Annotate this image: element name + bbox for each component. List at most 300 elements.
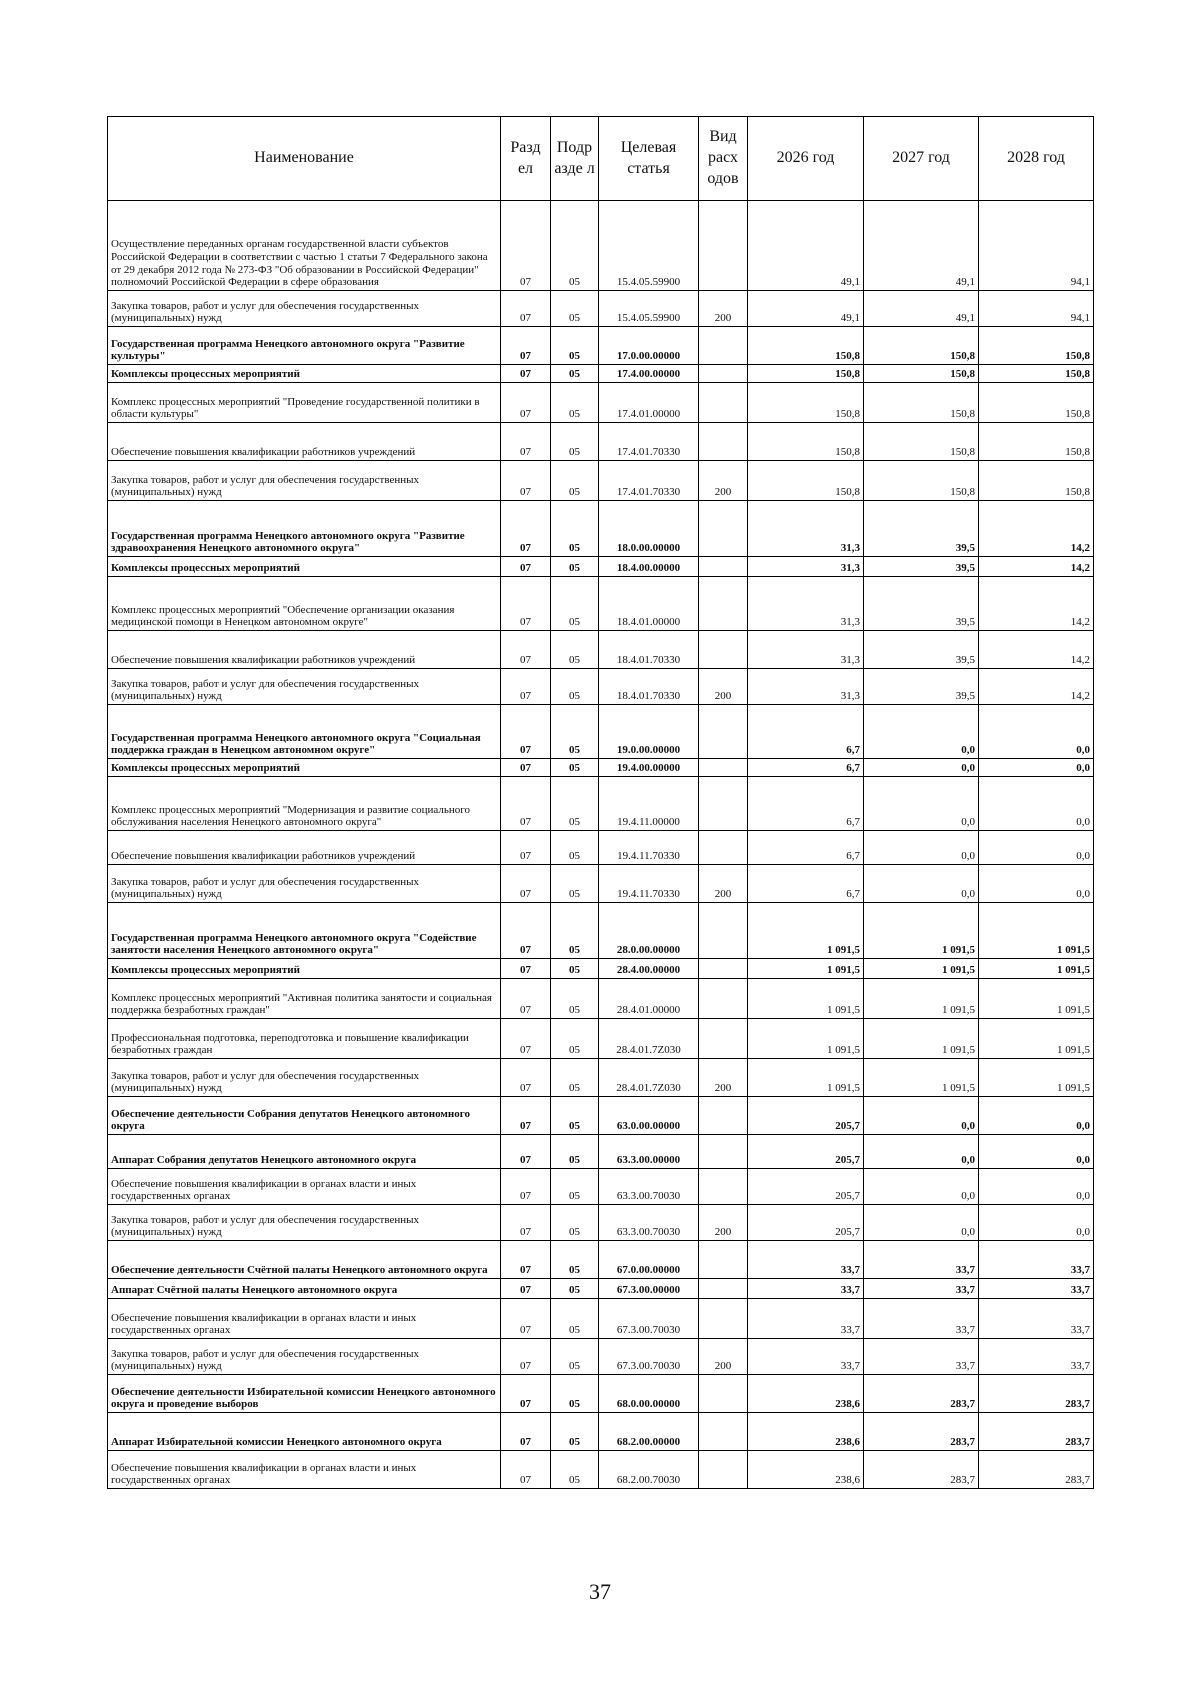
cell-razdel: 07 [501, 777, 551, 831]
cell-2028: 1 091,5 [979, 1019, 1094, 1059]
cell-2027: 39,5 [864, 557, 979, 577]
cell-2028: 1 091,5 [979, 979, 1094, 1019]
cell-2027: 283,7 [864, 1375, 979, 1413]
cell-razdel: 07 [501, 831, 551, 865]
cell-2026: 33,7 [748, 1299, 864, 1339]
table-row [108, 759, 1094, 777]
cell-celevaya-statya: 19.0.00.00000 [599, 705, 699, 759]
cell-vid-rashodov [699, 1097, 748, 1135]
table-row [108, 1097, 1094, 1135]
cell-vid-rashodov: 200 [699, 669, 748, 705]
cell-2027: 39,5 [864, 669, 979, 705]
cell-2026: 205,7 [748, 1205, 864, 1241]
cell-2026: 31,3 [748, 669, 864, 705]
cell-podrazdel: 05 [551, 1019, 599, 1059]
cell-vid-rashodov [699, 1241, 748, 1279]
cell-2026: 33,7 [748, 1339, 864, 1375]
cell-2027: 33,7 [864, 1279, 979, 1299]
cell-name: Государственная программа Ненецкого автономного округа "Социальная поддержка граждан в Ненецком автономном округе" [108, 705, 501, 759]
header-podrazdel: Подр азде л [551, 117, 599, 201]
cell-podrazdel: 05 [551, 1451, 599, 1489]
cell-2027: 1 091,5 [864, 979, 979, 1019]
table-row [108, 979, 1094, 1019]
table-row [108, 1169, 1094, 1205]
cell-2028: 94,1 [979, 291, 1094, 327]
cell-2026: 31,3 [748, 577, 864, 631]
table-row [108, 1059, 1094, 1097]
cell-podrazdel: 05 [551, 201, 599, 291]
cell-name: Закупка товаров, работ и услуг для обеспечения государственных (муниципальных) нужд [108, 1339, 501, 1375]
cell-celevaya-statya: 63.0.00.00000 [599, 1097, 699, 1135]
cell-2027: 1 091,5 [864, 959, 979, 979]
cell-name: Государственная программа Ненецкого автономного округа "Развитие здравоохранения Ненецкого автономного округа" [108, 501, 501, 557]
cell-podrazdel: 05 [551, 1375, 599, 1413]
cell-vid-rashodov [699, 423, 748, 461]
cell-2026: 238,6 [748, 1375, 864, 1413]
cell-name: Комплексы процессных мероприятий [108, 759, 501, 777]
cell-celevaya-statya: 63.3.00.70030 [599, 1169, 699, 1205]
header-2027: 2027 год [864, 117, 979, 201]
table-body [108, 201, 1094, 1489]
cell-celevaya-statya: 19.4.11.00000 [599, 777, 699, 831]
cell-celevaya-statya: 67.3.00.70030 [599, 1299, 699, 1339]
cell-2028: 94,1 [979, 201, 1094, 291]
table-header-row [108, 117, 1094, 201]
cell-2026: 1 091,5 [748, 959, 864, 979]
cell-name: Комплекс процессных мероприятий "Обеспечение организации оказания медицинской помощи в Ненецком автономном округе" [108, 577, 501, 631]
cell-razdel: 07 [501, 1059, 551, 1097]
cell-2026: 238,6 [748, 1451, 864, 1489]
page-number: 37 [589, 1579, 611, 1604]
cell-2027: 1 091,5 [864, 1019, 979, 1059]
table-row [108, 1339, 1094, 1375]
cell-celevaya-statya: 28.0.00.00000 [599, 903, 699, 959]
cell-2027: 1 091,5 [864, 903, 979, 959]
cell-podrazdel: 05 [551, 759, 599, 777]
table-row [108, 1205, 1094, 1241]
cell-2026: 205,7 [748, 1135, 864, 1169]
cell-razdel: 07 [501, 1169, 551, 1205]
cell-2026: 31,3 [748, 631, 864, 669]
cell-name: Аппарат Избирательной комиссии Ненецкого автономного округа [108, 1413, 501, 1451]
cell-2028: 0,0 [979, 865, 1094, 903]
cell-vid-rashodov [699, 831, 748, 865]
cell-2028: 150,8 [979, 423, 1094, 461]
header-2026: 2026 год [748, 117, 864, 201]
cell-podrazdel: 05 [551, 777, 599, 831]
cell-vid-rashodov [699, 1375, 748, 1413]
cell-razdel: 07 [501, 1339, 551, 1375]
cell-2026: 31,3 [748, 557, 864, 577]
table-row [108, 291, 1094, 327]
header-celevaya-statya: Целевая статья [599, 117, 699, 201]
cell-vid-rashodov [699, 557, 748, 577]
cell-razdel: 07 [501, 1135, 551, 1169]
cell-celevaya-statya: 18.4.01.70330 [599, 669, 699, 705]
cell-2027: 150,8 [864, 383, 979, 423]
cell-celevaya-statya: 17.4.01.70330 [599, 461, 699, 501]
table-row [108, 327, 1094, 365]
cell-razdel: 07 [501, 1299, 551, 1339]
cell-name: Аппарат Собрания депутатов Ненецкого автономного округа [108, 1135, 501, 1169]
cell-podrazdel: 05 [551, 327, 599, 365]
cell-vid-rashodov [699, 979, 748, 1019]
cell-celevaya-statya: 17.0.00.00000 [599, 327, 699, 365]
cell-celevaya-statya: 19.4.11.70330 [599, 865, 699, 903]
cell-name: Обеспечение повышения квалификации работников учреждений [108, 831, 501, 865]
cell-2026: 6,7 [748, 705, 864, 759]
cell-2027: 39,5 [864, 631, 979, 669]
cell-celevaya-statya: 63.3.00.70030 [599, 1205, 699, 1241]
cell-vid-rashodov: 200 [699, 1205, 748, 1241]
cell-2026: 150,8 [748, 365, 864, 383]
cell-vid-rashodov [699, 903, 748, 959]
cell-2026: 150,8 [748, 423, 864, 461]
cell-name: Комплекс процессных мероприятий "Модернизация и развитие социального обслуживания населения Ненецкого автономного округа" [108, 777, 501, 831]
cell-podrazdel: 05 [551, 557, 599, 577]
cell-name: Обеспечение деятельности Избирательной комиссии Ненецкого автономного округа и проведение выборов [108, 1375, 501, 1413]
cell-podrazdel: 05 [551, 1169, 599, 1205]
table-row [108, 1241, 1094, 1279]
cell-celevaya-statya: 67.3.00.00000 [599, 1279, 699, 1299]
cell-name: Обеспечение повышения квалификации работников учреждений [108, 631, 501, 669]
cell-podrazdel: 05 [551, 461, 599, 501]
cell-razdel: 07 [501, 365, 551, 383]
cell-celevaya-statya: 18.4.01.70330 [599, 631, 699, 669]
cell-vid-rashodov [699, 1019, 748, 1059]
cell-podrazdel: 05 [551, 1135, 599, 1169]
cell-razdel: 07 [501, 1451, 551, 1489]
cell-2028: 150,8 [979, 327, 1094, 365]
cell-name: Закупка товаров, работ и услуг для обеспечения государственных (муниципальных) нужд [108, 461, 501, 501]
cell-razdel: 07 [501, 201, 551, 291]
cell-2027: 0,0 [864, 1205, 979, 1241]
cell-2028: 0,0 [979, 1097, 1094, 1135]
cell-razdel: 07 [501, 705, 551, 759]
cell-razdel: 07 [501, 1019, 551, 1059]
cell-vid-rashodov [699, 327, 748, 365]
table-row [108, 903, 1094, 959]
cell-2027: 0,0 [864, 759, 979, 777]
cell-2027: 0,0 [864, 831, 979, 865]
cell-name: Обеспечение повышения квалификации работников учреждений [108, 423, 501, 461]
cell-celevaya-statya: 68.0.00.00000 [599, 1375, 699, 1413]
cell-razdel: 07 [501, 1413, 551, 1451]
header-2028: 2028 год [979, 117, 1094, 201]
cell-podrazdel: 05 [551, 865, 599, 903]
cell-name: Профессиональная подготовка, переподготовка и повышение квалификации безработных граждан [108, 1019, 501, 1059]
cell-celevaya-statya: 17.4.01.70330 [599, 423, 699, 461]
cell-vid-rashodov: 200 [699, 865, 748, 903]
cell-2027: 0,0 [864, 1135, 979, 1169]
cell-2026: 150,8 [748, 461, 864, 501]
cell-vid-rashodov [699, 959, 748, 979]
cell-celevaya-statya: 68.2.00.70030 [599, 1451, 699, 1489]
cell-razdel: 07 [501, 959, 551, 979]
cell-razdel: 07 [501, 631, 551, 669]
cell-2027: 0,0 [864, 777, 979, 831]
cell-2027: 150,8 [864, 365, 979, 383]
cell-2028: 150,8 [979, 383, 1094, 423]
cell-2028: 283,7 [979, 1451, 1094, 1489]
table-row [108, 631, 1094, 669]
cell-2027: 0,0 [864, 1097, 979, 1135]
cell-name: Закупка товаров, работ и услуг для обеспечения государственных (муниципальных) нужд [108, 291, 501, 327]
cell-2027: 150,8 [864, 423, 979, 461]
cell-vid-rashodov: 200 [699, 461, 748, 501]
cell-2026: 6,7 [748, 831, 864, 865]
cell-2026: 150,8 [748, 327, 864, 365]
cell-celevaya-statya: 67.3.00.70030 [599, 1339, 699, 1375]
table-row [108, 1019, 1094, 1059]
cell-2026: 49,1 [748, 201, 864, 291]
cell-razdel: 07 [501, 1241, 551, 1279]
cell-name: Комплексы процессных мероприятий [108, 959, 501, 979]
cell-podrazdel: 05 [551, 1339, 599, 1375]
cell-2026: 1 091,5 [748, 1059, 864, 1097]
cell-2026: 150,8 [748, 383, 864, 423]
cell-razdel: 07 [501, 423, 551, 461]
cell-2027: 283,7 [864, 1413, 979, 1451]
cell-vid-rashodov [699, 1299, 748, 1339]
cell-2026: 205,7 [748, 1169, 864, 1205]
cell-2027: 39,5 [864, 501, 979, 557]
cell-podrazdel: 05 [551, 577, 599, 631]
cell-2027: 0,0 [864, 705, 979, 759]
cell-2027: 39,5 [864, 577, 979, 631]
cell-celevaya-statya: 18.0.00.00000 [599, 501, 699, 557]
table-row [108, 865, 1094, 903]
cell-vid-rashodov [699, 577, 748, 631]
cell-2027: 49,1 [864, 291, 979, 327]
table-row [108, 1451, 1094, 1489]
cell-vid-rashodov [699, 201, 748, 291]
cell-2026: 205,7 [748, 1097, 864, 1135]
cell-podrazdel: 05 [551, 1205, 599, 1241]
cell-2026: 1 091,5 [748, 1019, 864, 1059]
table-row [108, 383, 1094, 423]
table-row [108, 577, 1094, 631]
cell-2028: 33,7 [979, 1241, 1094, 1279]
cell-vid-rashodov [699, 365, 748, 383]
cell-2028: 0,0 [979, 759, 1094, 777]
cell-name: Закупка товаров, работ и услуг для обеспечения государственных (муниципальных) нужд [108, 865, 501, 903]
cell-vid-rashodov [699, 1279, 748, 1299]
cell-2028: 33,7 [979, 1299, 1094, 1339]
cell-2028: 0,0 [979, 831, 1094, 865]
cell-2027: 0,0 [864, 865, 979, 903]
cell-podrazdel: 05 [551, 501, 599, 557]
cell-podrazdel: 05 [551, 1097, 599, 1135]
cell-name: Аппарат Счётной палаты Ненецкого автономного округа [108, 1279, 501, 1299]
cell-name: Комплексы процессных мероприятий [108, 365, 501, 383]
header-razdel: Разд ел [501, 117, 551, 201]
table-row [108, 705, 1094, 759]
cell-2027: 0,0 [864, 1169, 979, 1205]
cell-podrazdel: 05 [551, 365, 599, 383]
cell-2028: 14,2 [979, 669, 1094, 705]
cell-celevaya-statya: 28.4.01.7Z030 [599, 1059, 699, 1097]
cell-name: Комплекс процессных мероприятий "Проведение государственной политики в области культуры" [108, 383, 501, 423]
cell-razdel: 07 [501, 291, 551, 327]
cell-2028: 14,2 [979, 501, 1094, 557]
cell-razdel: 07 [501, 759, 551, 777]
table-row [108, 1375, 1094, 1413]
cell-2026: 1 091,5 [748, 979, 864, 1019]
table-row [108, 1413, 1094, 1451]
cell-razdel: 07 [501, 1375, 551, 1413]
cell-name: Обеспечение повышения квалификации в органах власти и иных государственных органах [108, 1169, 501, 1205]
cell-vid-rashodov [699, 501, 748, 557]
cell-name: Комплекс процессных мероприятий "Активная политика занятости и социальная поддержка безработных граждан" [108, 979, 501, 1019]
cell-razdel: 07 [501, 557, 551, 577]
cell-2028: 283,7 [979, 1375, 1094, 1413]
cell-2027: 283,7 [864, 1451, 979, 1489]
cell-2027: 33,7 [864, 1299, 979, 1339]
cell-razdel: 07 [501, 383, 551, 423]
cell-2028: 0,0 [979, 1169, 1094, 1205]
cell-vid-rashodov [699, 383, 748, 423]
cell-2028: 14,2 [979, 577, 1094, 631]
cell-2026: 6,7 [748, 759, 864, 777]
cell-2026: 6,7 [748, 865, 864, 903]
cell-2026: 33,7 [748, 1241, 864, 1279]
cell-vid-rashodov [699, 777, 748, 831]
header-name: Наименование [108, 117, 501, 201]
cell-2026: 49,1 [748, 291, 864, 327]
table-row [108, 461, 1094, 501]
cell-2028: 0,0 [979, 1135, 1094, 1169]
cell-2028: 150,8 [979, 461, 1094, 501]
cell-2028: 0,0 [979, 705, 1094, 759]
table-row [108, 669, 1094, 705]
cell-celevaya-statya: 19.4.11.70330 [599, 831, 699, 865]
cell-celevaya-statya: 67.0.00.00000 [599, 1241, 699, 1279]
cell-celevaya-statya: 19.4.00.00000 [599, 759, 699, 777]
table-row [108, 501, 1094, 557]
cell-2028: 14,2 [979, 631, 1094, 669]
cell-razdel: 07 [501, 461, 551, 501]
cell-razdel: 07 [501, 327, 551, 365]
table-row [108, 201, 1094, 291]
cell-2028: 0,0 [979, 1205, 1094, 1241]
cell-name: Обеспечение повышения квалификации в органах власти и иных государственных органах [108, 1299, 501, 1339]
cell-celevaya-statya: 15.4.05.59900 [599, 291, 699, 327]
cell-2027: 49,1 [864, 201, 979, 291]
cell-podrazdel: 05 [551, 831, 599, 865]
cell-2026: 1 091,5 [748, 903, 864, 959]
cell-2026: 6,7 [748, 777, 864, 831]
cell-celevaya-statya: 18.4.01.00000 [599, 577, 699, 631]
cell-podrazdel: 05 [551, 669, 599, 705]
cell-2027: 33,7 [864, 1241, 979, 1279]
cell-name: Комплексы процессных мероприятий [108, 557, 501, 577]
cell-podrazdel: 05 [551, 631, 599, 669]
cell-razdel: 07 [501, 1279, 551, 1299]
cell-podrazdel: 05 [551, 959, 599, 979]
cell-vid-rashodov: 200 [699, 1059, 748, 1097]
cell-celevaya-statya: 17.4.00.00000 [599, 365, 699, 383]
cell-vid-rashodov: 200 [699, 1339, 748, 1375]
cell-celevaya-statya: 15.4.05.59900 [599, 201, 699, 291]
cell-2026: 31,3 [748, 501, 864, 557]
cell-2026: 238,6 [748, 1413, 864, 1451]
cell-podrazdel: 05 [551, 1241, 599, 1279]
table-row [108, 1279, 1094, 1299]
cell-razdel: 07 [501, 903, 551, 959]
budget-table [107, 116, 1094, 1489]
cell-2028: 33,7 [979, 1339, 1094, 1375]
cell-2028: 0,0 [979, 777, 1094, 831]
cell-2027: 150,8 [864, 461, 979, 501]
cell-vid-rashodov [699, 1135, 748, 1169]
cell-podrazdel: 05 [551, 903, 599, 959]
cell-name: Закупка товаров, работ и услуг для обеспечения государственных (муниципальных) нужд [108, 1059, 501, 1097]
cell-podrazdel: 05 [551, 1059, 599, 1097]
cell-2028: 14,2 [979, 557, 1094, 577]
cell-vid-rashodov [699, 1413, 748, 1451]
cell-podrazdel: 05 [551, 705, 599, 759]
table-row [108, 831, 1094, 865]
cell-name: Обеспечение повышения квалификации в органах власти и иных государственных органах [108, 1451, 501, 1489]
table-row [108, 959, 1094, 979]
cell-2028: 33,7 [979, 1279, 1094, 1299]
cell-2027: 1 091,5 [864, 1059, 979, 1097]
cell-2028: 1 091,5 [979, 959, 1094, 979]
table-row [108, 365, 1094, 383]
table-row [108, 1299, 1094, 1339]
cell-celevaya-statya: 17.4.01.00000 [599, 383, 699, 423]
cell-name: Осуществление переданных органам государственной власти субъектов Российской Федерации в соответствии с частью 1 статьи 7 Федерального закона от 29 декабря 2012 года № 273-ФЗ "Об образовании в Российской Федерации" полномочий Российской Федерации в сфере образования [108, 201, 501, 291]
cell-vid-rashodov [699, 1451, 748, 1489]
table-row [108, 423, 1094, 461]
table-row [108, 777, 1094, 831]
cell-2026: 33,7 [748, 1279, 864, 1299]
cell-podrazdel: 05 [551, 1279, 599, 1299]
cell-name: Закупка товаров, работ и услуг для обеспечения государственных (муниципальных) нужд [108, 1205, 501, 1241]
cell-name: Государственная программа Ненецкого автономного округа "Развитие культуры" [108, 327, 501, 365]
table-row [108, 557, 1094, 577]
cell-name: Государственная программа Ненецкого автономного округа "Содействие занятости населения Ненецкого автономного округа" [108, 903, 501, 959]
cell-celevaya-statya: 28.4.00.00000 [599, 959, 699, 979]
cell-razdel: 07 [501, 577, 551, 631]
cell-podrazdel: 05 [551, 1299, 599, 1339]
cell-celevaya-statya: 63.3.00.00000 [599, 1135, 699, 1169]
cell-2027: 150,8 [864, 327, 979, 365]
cell-2027: 33,7 [864, 1339, 979, 1375]
cell-vid-rashodov [699, 705, 748, 759]
cell-vid-rashodov: 200 [699, 291, 748, 327]
cell-celevaya-statya: 28.4.01.7Z030 [599, 1019, 699, 1059]
cell-vid-rashodov [699, 631, 748, 669]
cell-podrazdel: 05 [551, 979, 599, 1019]
cell-2028: 150,8 [979, 365, 1094, 383]
cell-celevaya-statya: 28.4.01.00000 [599, 979, 699, 1019]
cell-razdel: 07 [501, 1097, 551, 1135]
cell-razdel: 07 [501, 979, 551, 1019]
cell-podrazdel: 05 [551, 383, 599, 423]
cell-razdel: 07 [501, 1205, 551, 1241]
cell-2028: 1 091,5 [979, 903, 1094, 959]
cell-podrazdel: 05 [551, 1413, 599, 1451]
cell-razdel: 07 [501, 501, 551, 557]
cell-podrazdel: 05 [551, 291, 599, 327]
cell-razdel: 07 [501, 669, 551, 705]
table-row [108, 1135, 1094, 1169]
cell-name: Обеспечение деятельности Счётной палаты Ненецкого автономного округа [108, 1241, 501, 1279]
cell-celevaya-statya: 18.4.00.00000 [599, 557, 699, 577]
cell-razdel: 07 [501, 865, 551, 903]
